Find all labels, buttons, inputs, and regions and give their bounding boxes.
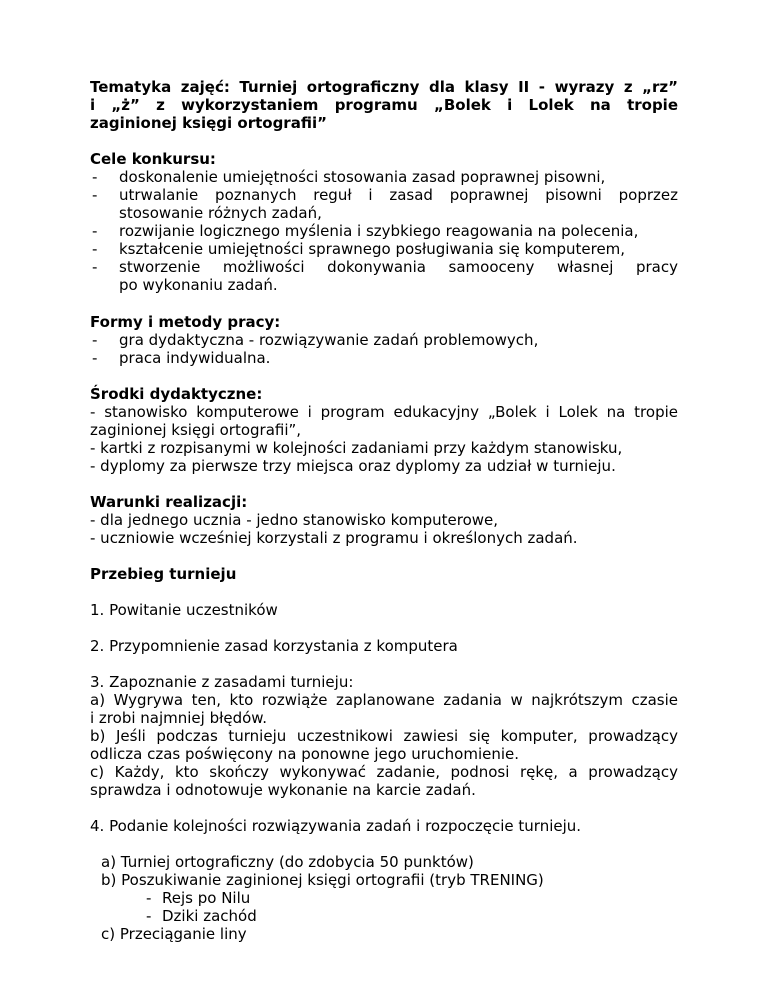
task-subitem: - Dziki zachód (146, 907, 257, 925)
course-step-4: 4. Podanie kolejności rozwiązywania zadań i rozpoczęcie turnieju. (90, 817, 582, 835)
means-line: zaginionej księgi ortografii”, (90, 421, 302, 439)
title-line-2: i „ż” z wykorzystaniem programu „Bolek i Lolek na tropie (90, 96, 678, 114)
means-heading: Środki dydaktyczne: (90, 385, 263, 403)
means-line: - kartki z rozpisanymi w kolejności zadaniami przy każdym stanowisku, (90, 439, 623, 457)
conditions-heading: Warunki realizacji: (90, 493, 248, 511)
goal-dash: - (92, 258, 98, 276)
rule-line: sprawdza i odnotowuje wykonanie na karcie zadań. (90, 781, 476, 799)
goal-item: - rozwijanie logicznego myślenia i szybkiego reagowania na polecenia, (92, 222, 639, 240)
rule-line: c) Każdy, kto skończy wykonywać zadanie, podnosi rękę, a prowadzący (90, 763, 678, 781)
course-step-2: 2. Przypomnienie zasad korzystania z komputera (90, 637, 458, 655)
goals-heading: Cele konkursu: (90, 150, 216, 168)
goal-item-cont: po wykonaniu zadań. (119, 276, 278, 294)
rule-line: odlicza czas poświęcony na ponowne jego uruchomienie. (90, 745, 520, 763)
conditions-line: - uczniowie wcześniej korzystali z programu i określonych zadań. (90, 529, 578, 547)
means-line: - dyplomy za pierwsze trzy miejsca oraz dyplomy za udział w turnieju. (90, 457, 616, 475)
conditions-line: - dla jednego ucznia - jedno stanowisko komputerowe, (90, 511, 499, 529)
form-item: - praca indywidualna. (92, 349, 271, 367)
forms-heading: Formy i metody pracy: (90, 313, 281, 331)
course-step-1: 1. Powitanie uczestników (90, 601, 278, 619)
title-line-1: Tematyka zajęć: Turniej ortograficzny dla klasy II - wyrazy z „rz” (90, 78, 678, 96)
means-line: - stanowisko komputerowe i program edukacyjny „Bolek i Lolek na tropie (90, 403, 678, 421)
goal-dash: - (92, 186, 98, 204)
task-subitem: - Rejs po Nilu (146, 889, 251, 907)
rule-line: b) Jeśli podczas turnieju uczestnikowi zawiesi się komputer, prowadzący (90, 727, 678, 745)
goal-item: stworzenie możliwości dokonywania samooceny własnej pracy (119, 258, 678, 276)
form-item: - gra dydaktyczna - rozwiązywanie zadań problemowych, (92, 331, 539, 349)
goal-item-cont: stosowanie różnych zadań, (119, 204, 322, 222)
goal-item: - doskonalenie umiejętności stosowania zasad poprawnej pisowni, (92, 168, 606, 186)
course-heading: Przebieg turnieju (90, 565, 237, 583)
course-step-3: 3. Zapoznanie z zasadami turnieju: (90, 673, 354, 691)
goal-item: utrwalanie poznanych reguł i zasad poprawnej pisowni poprzez (119, 186, 678, 204)
rule-line: i zrobi najmniej błędów. (90, 709, 267, 727)
task-item: c) Przeciąganie liny (101, 925, 247, 943)
goal-item: - kształcenie umiejętności sprawnego posługiwania się komputerem, (92, 240, 626, 258)
task-item: b) Poszukiwanie zaginionej księgi ortografii (tryb TRENING) (101, 871, 544, 889)
task-item: a) Turniej ortograficzny (do zdobycia 50 punktów) (101, 853, 474, 871)
title-line-3: zaginionej księgi ortografii” (90, 114, 327, 132)
rule-line: a) Wygrywa ten, kto rozwiąże zaplanowane zadania w najkrótszym czasie (90, 691, 678, 709)
